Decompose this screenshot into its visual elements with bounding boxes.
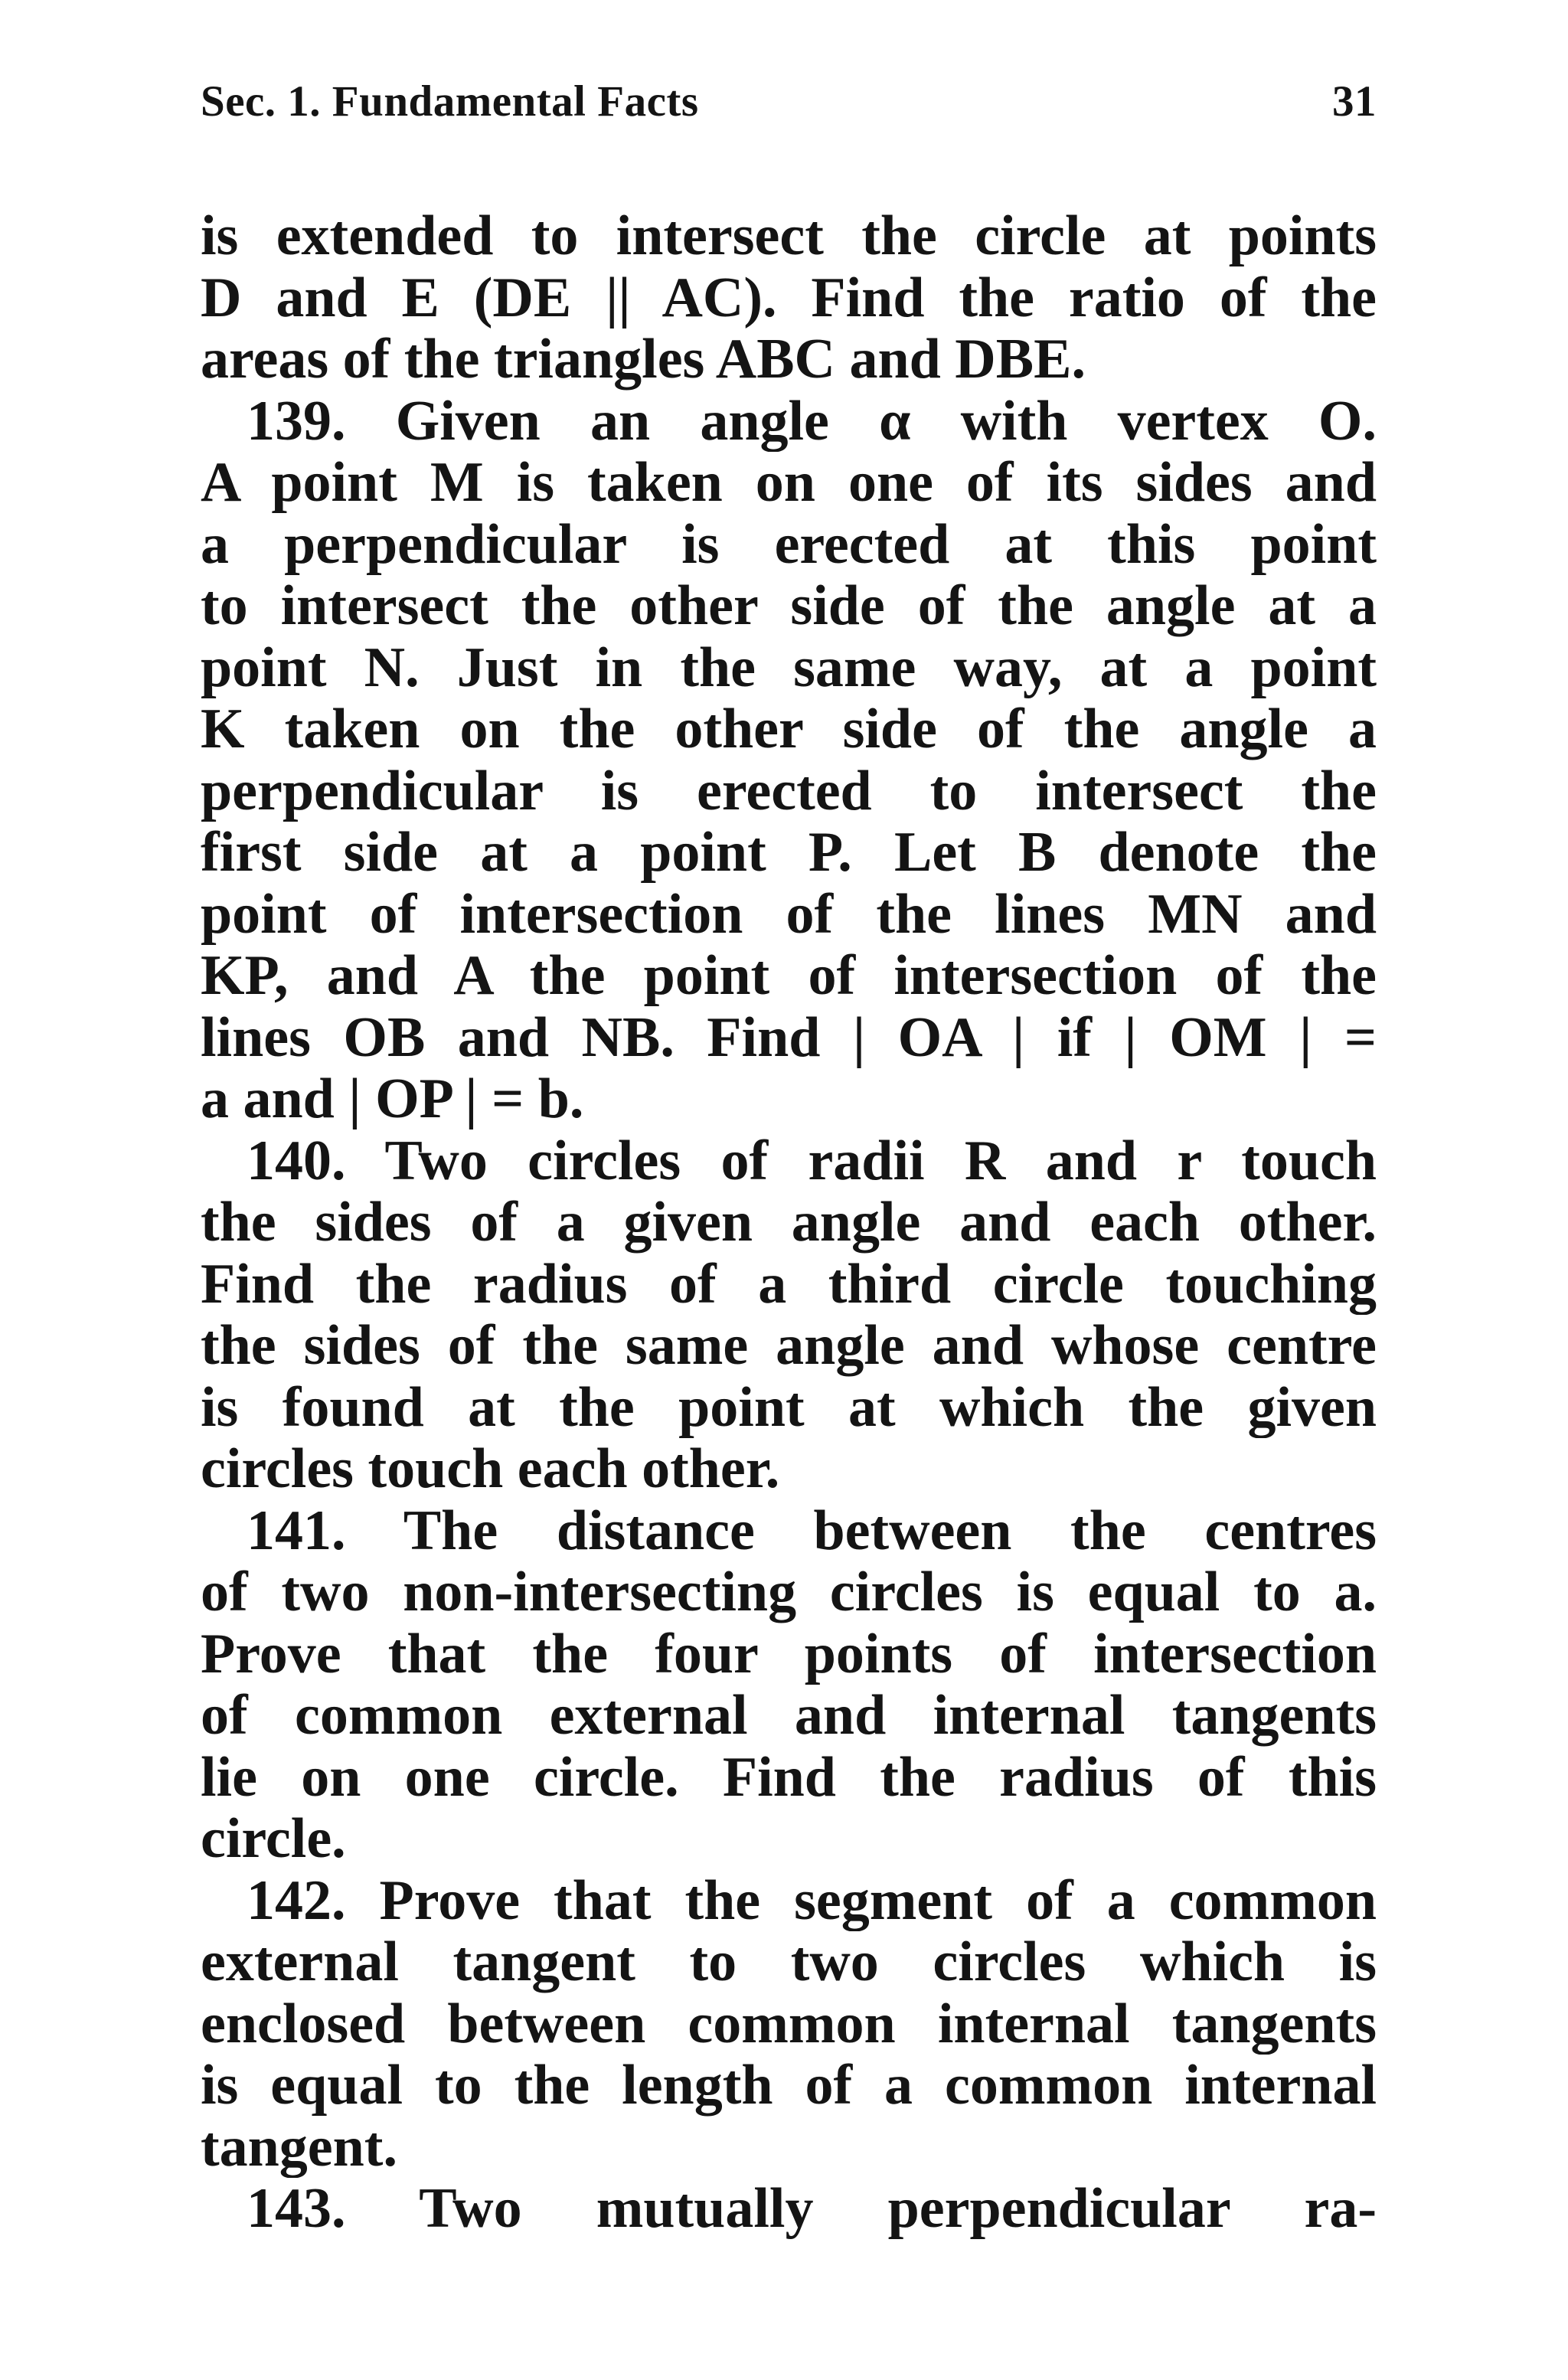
text-line: Prove that the four points of intersection <box>201 1623 1377 1685</box>
text-line: lines OB and NB. Find | OA | if | OM | = <box>201 1006 1377 1068</box>
text-line: A point M is taken on one of its sides and <box>201 452 1377 514</box>
text-line: of two non-intersecting circles is equal to a. <box>201 1561 1377 1623</box>
text-line: 142. Prove that the segment of a common <box>247 1869 1377 1931</box>
text-line: a and | OP | = b. <box>201 1068 584 1130</box>
text-line: areas of the triangles ABC and DBE. <box>201 329 1086 391</box>
text-line: the sides of the same angle and whose centre <box>201 1315 1377 1377</box>
text-line: KP, and A the point of intersection of the <box>201 945 1377 1007</box>
text-line: is found at the point at which the given <box>201 1376 1377 1438</box>
text-line: lie on one circle. Find the radius of this <box>201 1746 1377 1808</box>
text-line: 143. Two mutually perpendicular ra- <box>247 2178 1377 2240</box>
text-line: enclosed between common internal tangents <box>201 1993 1377 2055</box>
text-line: of common external and internal tangents <box>201 1685 1377 1747</box>
text-line: is equal to the length of a common internal <box>201 2055 1377 2117</box>
text-line: circles touch each other. <box>201 1438 780 1500</box>
text-line: Find the radius of a third circle touching <box>201 1253 1377 1315</box>
section-title: Sec. 1. Fundamental Facts <box>201 77 699 126</box>
text-line: tangent. <box>201 2116 397 2178</box>
text-line: D and E (DE || AC). Find the ratio of the <box>201 266 1377 329</box>
text-line: K taken on the other side of the angle a <box>201 698 1377 760</box>
body-text <box>201 205 1377 2240</box>
text-line: the sides of a given angle and each other. <box>201 1192 1377 1254</box>
text-line: point of intersection of the lines MN and <box>201 883 1377 945</box>
text-line: 139. Given an angle α with vertex O. <box>247 390 1377 452</box>
running-head <box>201 77 1377 145</box>
text-line: 141. The distance between the centres <box>247 1499 1377 1561</box>
text-line: 140. Two circles of radii R and r touch <box>247 1130 1377 1192</box>
text-line: is extended to intersect the circle at points <box>201 205 1377 267</box>
text-line: to intersect the other side of the angle at a <box>201 575 1377 637</box>
page-number: 31 <box>1332 77 1377 126</box>
text-line: external tangent to two circles which is <box>201 1931 1377 1993</box>
text-line: circle. <box>201 1808 346 1870</box>
text-line: a perpendicular is erected at this point <box>201 513 1377 575</box>
text-line: perpendicular is erected to intersect the <box>201 760 1377 822</box>
text-line: first side at a point P. Let B denote the <box>201 822 1377 884</box>
text-line: point N. Just in the same way, at a point <box>201 636 1377 698</box>
